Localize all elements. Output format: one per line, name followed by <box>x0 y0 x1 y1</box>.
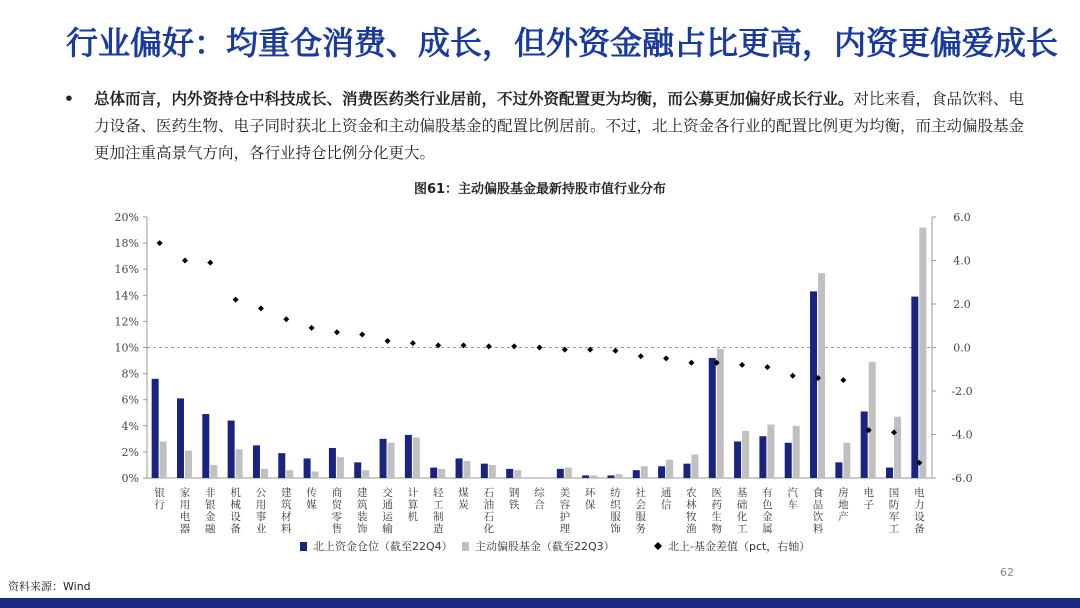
bar-fund <box>691 455 698 478</box>
bar-north <box>734 441 741 478</box>
bar-north <box>810 291 817 478</box>
bar-north <box>582 475 589 478</box>
bar-fund <box>843 443 850 478</box>
bar-fund <box>615 474 622 478</box>
bar-north <box>354 462 361 478</box>
bar-fund <box>767 424 774 478</box>
diff-point <box>283 316 289 322</box>
diff-point <box>410 340 416 346</box>
diff-point <box>638 353 644 359</box>
x-tick-label: 电子 <box>863 487 874 511</box>
bar-fund <box>717 349 724 478</box>
bar-north <box>835 462 842 478</box>
left-axis-tick-label: 2% <box>121 445 139 459</box>
x-tick-label: 非银金融 <box>205 487 216 535</box>
bar-fund <box>413 438 420 478</box>
bar-north <box>683 464 690 478</box>
left-axis-tick-label: 18% <box>114 237 139 251</box>
x-tick-label: 交通运输 <box>382 487 393 535</box>
diff-point <box>739 362 745 368</box>
x-tick-label: 计算机 <box>407 487 419 523</box>
legend-label: 北上资金仓位（截至22Q4） <box>313 540 453 553</box>
diff-point <box>207 260 213 266</box>
bar-fund <box>261 469 268 478</box>
x-tick-label: 国防军工 <box>888 487 900 535</box>
bar-fund <box>641 466 648 478</box>
bar-fund <box>742 431 749 478</box>
bar-north <box>861 411 868 478</box>
diff-point <box>612 348 618 354</box>
diff-point <box>764 364 770 370</box>
diff-point <box>790 373 796 379</box>
left-axis-tick-label: 14% <box>114 289 139 303</box>
right-axis-tick-label: 2.0 <box>953 298 971 311</box>
bar-fund <box>869 362 876 478</box>
x-tick-label: 美容护理 <box>559 487 571 535</box>
left-axis-tick-label: 16% <box>114 263 139 277</box>
x-tick-label: 家用电器 <box>179 487 191 535</box>
x-tick-label: 电力设备 <box>914 487 925 535</box>
industry-distribution-chart <box>0 200 1080 572</box>
bar-north <box>607 475 614 478</box>
bar-fund <box>818 273 825 478</box>
left-axis-tick-label: 20% <box>114 211 139 224</box>
bar-north <box>405 435 412 478</box>
diff-point <box>840 377 846 383</box>
bullet-marker: • <box>64 90 74 108</box>
bar-north <box>633 470 640 478</box>
x-tick-label: 有色金属 <box>762 487 773 535</box>
bar-fund <box>286 470 293 478</box>
bar-fund <box>489 465 496 478</box>
bar-north <box>506 469 513 478</box>
x-tick-label: 传媒 <box>306 487 317 511</box>
bar-fund <box>894 417 901 478</box>
x-tick-label: 银行 <box>154 487 165 511</box>
diff-point <box>537 345 543 351</box>
x-tick-label: 环保 <box>584 487 596 511</box>
bar-north <box>380 439 387 478</box>
legend-swatch <box>462 542 469 551</box>
bar-north <box>278 453 285 478</box>
bar-fund <box>210 465 217 478</box>
source-note: 资料来源：Wind <box>8 580 91 593</box>
x-tick-label: 机械设备 <box>230 487 241 535</box>
left-axis-tick-label: 10% <box>114 341 139 355</box>
bar-fund <box>565 468 572 478</box>
x-tick-label: 煤炭 <box>458 487 469 511</box>
bar-fund <box>919 227 926 478</box>
x-tick-label: 轻工制造 <box>432 487 444 535</box>
diff-point <box>157 240 163 246</box>
bar-north <box>304 458 311 478</box>
diff-point <box>688 360 694 366</box>
x-tick-label: 房地产 <box>838 487 849 523</box>
diff-point <box>182 258 188 264</box>
x-tick-label: 通信 <box>660 487 672 511</box>
bar-north <box>430 468 437 478</box>
bar-fund <box>590 475 597 478</box>
bottom-bar <box>0 598 1080 608</box>
bar-north <box>759 436 766 478</box>
bar-fund <box>438 469 445 478</box>
bar-fund <box>337 457 344 478</box>
bar-north <box>152 379 159 478</box>
diff-point <box>663 355 669 361</box>
bar-north <box>658 466 665 478</box>
x-tick-label: 综合 <box>534 487 545 511</box>
bar-north <box>481 464 488 478</box>
bar-north <box>177 398 184 478</box>
bar-fund <box>312 471 319 478</box>
right-axis-tick-label: -4.0 <box>951 428 973 442</box>
x-tick-label: 纺织服饰 <box>610 487 621 535</box>
diff-point <box>486 343 492 349</box>
x-tick-label: 社会服务 <box>635 487 647 535</box>
bar-fund <box>388 443 395 478</box>
diff-point <box>334 329 340 335</box>
bar-fund <box>464 461 471 478</box>
bar-fund <box>666 460 673 478</box>
bullet-normal-text: 对比来看，食品饮料、电力设备、医药生物、电子同时获北上资金和主动偏股基金的配置比例居前。不过，北上资金各行业的配置比例更为均衡，而主动偏股基金更加注重高景气方向，各行业持仓比例分化更大。 <box>94 90 1025 162</box>
x-tick-label: 农林牧渔 <box>686 487 697 535</box>
left-axis-tick-label: 8% <box>121 367 139 381</box>
x-tick-label: 基础化工 <box>736 487 748 535</box>
bar-north <box>886 468 893 478</box>
left-axis-tick-label: 12% <box>114 315 139 329</box>
bar-north <box>911 297 918 478</box>
left-axis-tick-label: 6% <box>121 393 139 407</box>
diff-point <box>309 325 315 331</box>
right-axis-tick-label: 6.0 <box>953 211 971 224</box>
right-axis-tick-label: -6.0 <box>951 472 973 485</box>
right-axis-tick-label: 0.0 <box>953 341 971 355</box>
legend-label: 北上-基金差值（pct，右轴） <box>668 540 811 553</box>
page-title: 行业偏好：均重仓消费、成长，但外资金融占比更高，内资更偏爱成长 <box>66 24 1059 62</box>
x-tick-label: 石油石化 <box>483 487 495 535</box>
bullet-text <box>94 86 1026 167</box>
bar-north <box>202 414 209 478</box>
diff-point <box>385 338 391 344</box>
bar-north <box>329 448 336 478</box>
page-number: 62 <box>1000 566 1014 579</box>
bar-fund <box>160 441 167 478</box>
x-tick-label: 建筑材料 <box>281 487 292 535</box>
x-tick-label: 汽车 <box>787 487 798 511</box>
x-tick-label: 公用事业 <box>255 487 267 535</box>
x-tick-label: 食品饮料 <box>812 487 824 535</box>
x-tick-label: 建筑装饰 <box>356 487 368 535</box>
right-axis-tick-label: 4.0 <box>953 254 971 268</box>
x-tick-label: 钢铁 <box>508 487 520 511</box>
bar-fund <box>514 470 521 478</box>
legend-label: 主动偏股基金（截至22Q3） <box>475 540 615 553</box>
bar-fund <box>793 426 800 478</box>
left-axis-tick-label: 4% <box>121 419 139 433</box>
summary-bullet <box>66 86 1026 167</box>
bar-north <box>785 443 792 478</box>
diff-point <box>359 331 365 337</box>
diff-point <box>233 297 239 303</box>
legend-swatch <box>300 542 307 551</box>
bar-fund <box>185 451 192 478</box>
bar-north <box>228 421 235 478</box>
bar-fund <box>362 470 369 478</box>
bar-north <box>557 469 564 478</box>
bar-fund <box>236 449 243 478</box>
bar-north <box>709 358 716 478</box>
x-tick-label: 医药生物 <box>711 487 723 535</box>
figure-title: 图61：主动偏股基金最新持股市值行业分布 <box>413 182 667 197</box>
bar-north <box>456 458 463 478</box>
x-tick-label: 商贸零售 <box>331 487 343 535</box>
diff-point <box>258 305 264 311</box>
bar-north <box>253 445 260 478</box>
left-axis-tick-label: 0% <box>121 472 139 485</box>
right-axis-tick-label: -2.0 <box>951 385 973 398</box>
bullet-bold-text: 总体而言，内外资持仓中科技成长、消费医药类行业居前，不过外资配置更为均衡，而公募更加偏好成长行业。 <box>94 90 854 108</box>
diff-point <box>511 343 517 349</box>
legend-swatch <box>654 542 662 550</box>
